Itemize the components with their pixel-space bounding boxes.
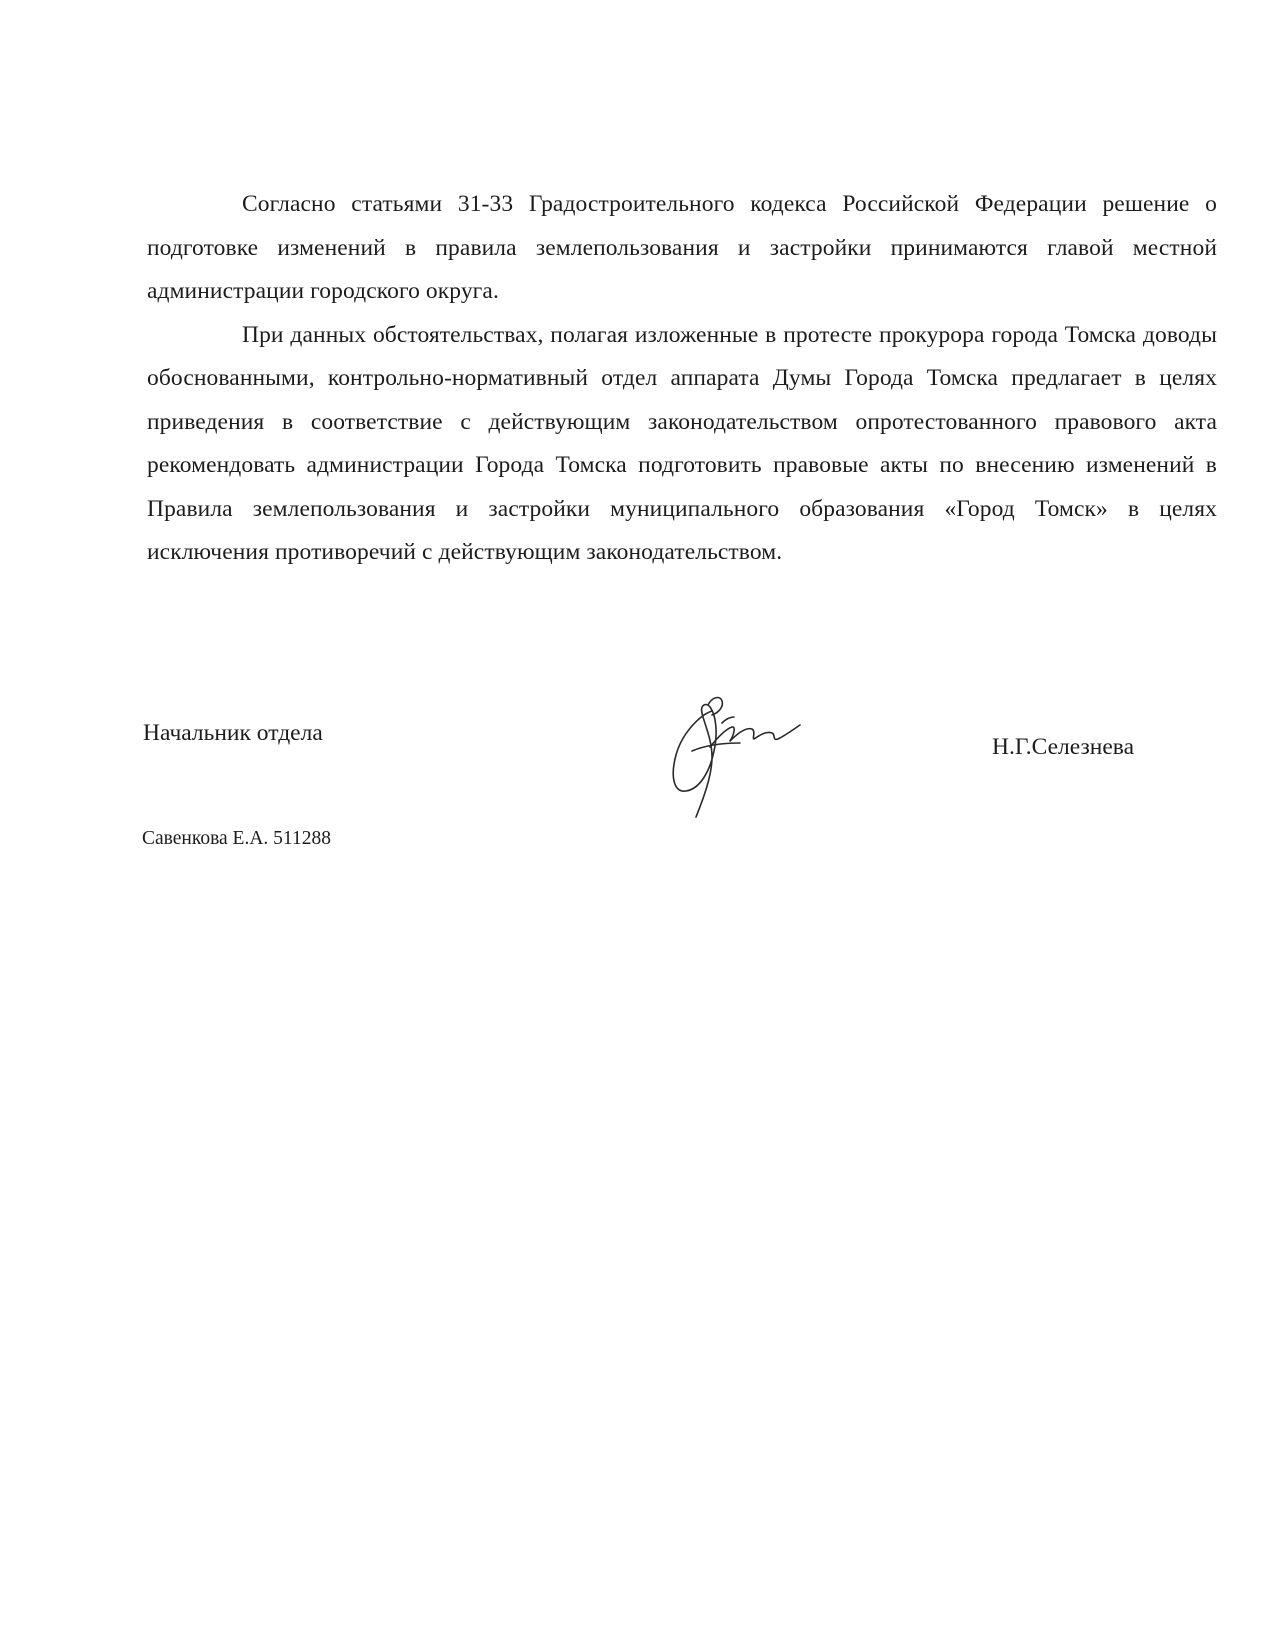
document-body — [147, 183, 1217, 575]
position-title: Начальник отдела — [143, 720, 323, 746]
executor-contact: Савенкова Е.А. 511288 — [142, 828, 331, 849]
paragraph-1: Согласно статьями 31-33 Градостроительного кодекса Российской Федерации решение о подготовке изменений в правила землепользования и застройки принимаются главой местной администрации городского округа. — [147, 191, 1217, 304]
handwritten-signature-icon — [660, 693, 835, 825]
signer-name: Н.Г.Селезнева — [992, 734, 1134, 760]
paragraph-2: При данных обстоятельствах, полагая изложенные в протесте прокурора города Томска доводы обоснованными, контрольно-нормативный отдел аппарата Думы Города Томска предлагает в целях приведения в соответствие с действующим законодательством опротестованного правового акта рекомендовать администрации Города Томска подготовить правовые акты по внесению изменений в Правила землепользования и застройки муниципального образования «Город Томск» в целях исключения противоречий с действующим законодательством. — [147, 321, 1217, 565]
